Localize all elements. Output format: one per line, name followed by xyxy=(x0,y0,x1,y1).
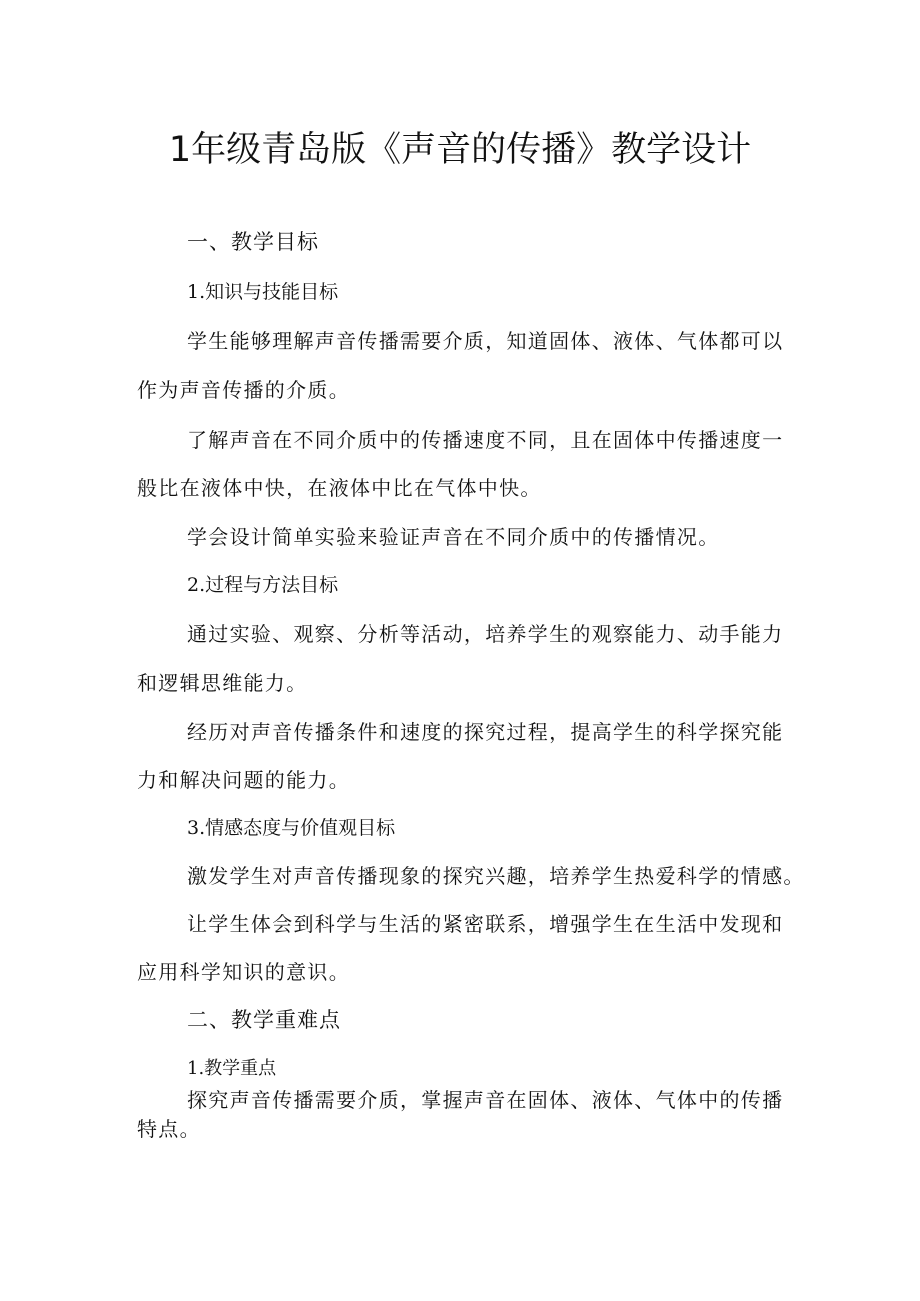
paragraph-line: 学生能够理解声音传播需要介质，知道固体、液体、气体都可以 xyxy=(187,329,784,353)
subheading-knowledge-skills: 1.知识与技能目标 xyxy=(187,281,339,303)
paragraph-line: 作为声音传播的介质。 xyxy=(137,378,350,402)
subheading-process-methods: 2.过程与方法目标 xyxy=(187,574,339,596)
paragraph-line: 特点。 xyxy=(137,1117,201,1141)
paragraph-line: 了解声音在不同介质中的传播速度不同，且在固体中传播速度一 xyxy=(187,428,784,452)
subheading-teaching-focus: 1.教学重点 xyxy=(187,1058,277,1079)
paragraph-line: 和逻辑思维能力。 xyxy=(137,671,308,695)
paragraph-line: 学会设计简单实验来验证声音在不同介质中的传播情况。 xyxy=(187,525,720,549)
paragraph-line: 力和解决问题的能力。 xyxy=(137,768,350,792)
subheading-emotion-values: 3.情感态度与价值观目标 xyxy=(187,817,396,839)
paragraph-line: 激发学生对声音传播现象的探究兴趣，培养学生热爱科学的情感。 xyxy=(187,864,805,888)
paragraph-line: 般比在液体中快，在液体中比在气体中快。 xyxy=(137,476,542,500)
paragraph-line: 经历对声音传播条件和速度的探究过程，提高学生的科学探究能 xyxy=(187,720,784,744)
paragraph-line: 应用科学知识的意识。 xyxy=(137,960,350,984)
paragraph-line: 通过实验、观察、分析等活动，培养学生的观察能力、动手能力 xyxy=(187,622,784,646)
paragraph-line: 探究声音传播需要介质，掌握声音在固体、液体、气体中的传播 xyxy=(187,1088,784,1112)
section-heading-key-difficult-points: 二、教学重难点 xyxy=(187,1008,341,1032)
section-heading-teaching-goals: 一、教学目标 xyxy=(187,230,319,254)
paragraph-line: 让学生体会到科学与生活的紧密联系，增强学生在生活中发现和 xyxy=(187,912,784,936)
document-title: 1年级青岛版《声音的传播》教学设计 xyxy=(168,130,752,170)
